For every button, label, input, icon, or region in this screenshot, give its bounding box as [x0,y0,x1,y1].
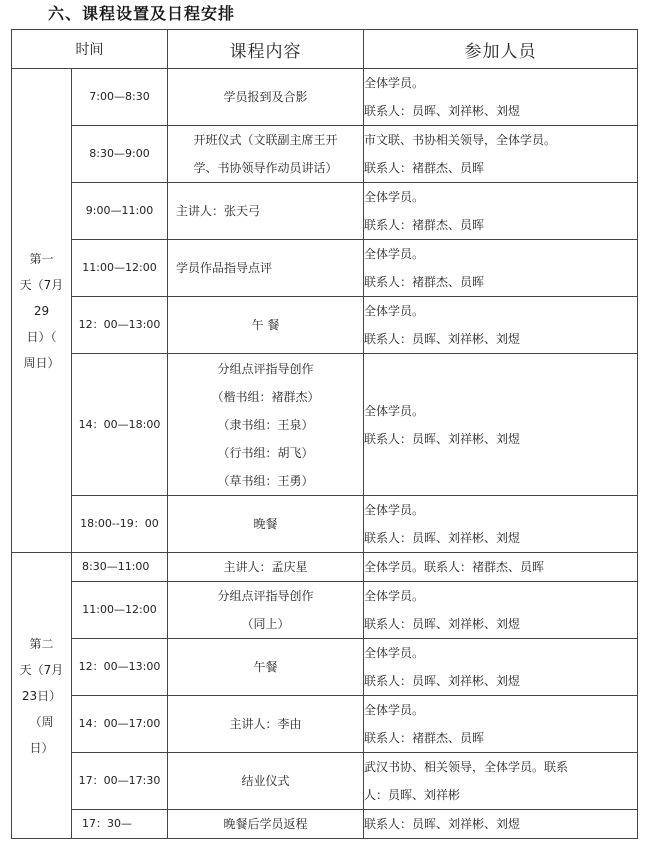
content-line: （楷书组：褚群杰） [211,389,320,404]
people-line: 全体学员。 [364,589,425,603]
time-cell: 14：00—17:00 [72,696,168,753]
people-line: 全体学员。 [364,646,425,660]
day-label [12,69,72,553]
schedule-row [12,354,638,496]
people-line: 联系人：员晖、刘祥彬、刘煜 [364,431,521,446]
header-time: 时间 [12,30,168,69]
content-cell [168,753,364,810]
schedule-row [12,69,638,126]
content-line: 主讲人：孟庆星 [223,560,308,574]
people-line: 联系人：褚群杰、员晖 [364,731,485,745]
people-line: 联系人：褚群杰、员晖 [364,275,485,289]
content-cell [168,354,364,496]
day-label-line: 第一 [29,251,54,266]
day-label-line: （周 [29,714,54,729]
content-cell [168,553,364,582]
content-cell [168,126,364,183]
people-line: 全体学员。 [364,403,425,418]
content-line: 主讲人：张天弓 [176,204,261,218]
people-cell [364,354,638,496]
people-line: 全体学员。 [364,703,425,717]
people-line: 联系人：员晖、刘祥彬、刘煜 [364,531,521,545]
schedule-row [12,810,638,839]
time-cell: 12：00—13:00 [72,297,168,354]
schedule-row [12,126,638,183]
people-line: 全体学员。联系人：褚群杰、员晖 [364,560,545,574]
schedule-row [12,582,638,639]
content-line: （同上） [241,617,290,631]
time-cell: 8:30—11:00 [72,553,168,582]
time-cell: 11:00—12:00 [72,582,168,639]
content-cell [168,810,364,839]
content-cell [168,496,364,553]
schedule-row [12,639,638,696]
content-line: 午 餐 [251,318,280,332]
content-cell [168,696,364,753]
time-cell: 9:00—11:00 [72,183,168,240]
people-line: 武汉书协、相关领导，全体学员。联系 [364,760,569,774]
people-line: 联系人：员晖、刘祥彬、刘煜 [364,674,521,688]
people-line: 联系人：员晖、刘祥彬、刘煜 [364,817,521,831]
people-cell [364,696,638,753]
day-label-line: 第二 [29,636,54,651]
schedule-row [12,183,638,240]
section-heading: 六、课程设置及日程安排 [48,4,236,23]
day-label-line: 日） [29,740,54,755]
people-cell [364,753,638,810]
time-cell: 11:00—12:00 [72,240,168,297]
people-cell [364,126,638,183]
content-line: 学、书协领导作动员讲话） [193,161,338,175]
schedule-table [11,29,638,839]
content-line: 主讲人：李由 [229,717,302,731]
people-line: 全体学员。 [364,76,425,90]
people-cell [364,553,638,582]
content-line: 学员报到及合影 [223,90,308,104]
schedule-row [12,496,638,553]
schedule-row [12,297,638,354]
schedule-row [12,753,638,810]
content-cell [168,639,364,696]
people-cell [364,297,638,354]
people-line: 全体学员。 [364,304,425,318]
people-cell [364,810,638,839]
people-line: 联系人：褚群杰、员晖 [364,218,485,232]
people-line: 人：员晖、刘祥彬 [364,788,461,802]
time-cell: 12：00—13:00 [72,639,168,696]
content-line: （行书组：胡飞） [217,445,314,460]
day-label-line: 23日） [21,688,62,703]
time-cell: 17：30— [72,810,168,839]
time-cell: 8:30—9:00 [72,126,168,183]
day-label-line: 天（7月 [19,277,64,292]
people-line: 全体学员。 [364,190,425,204]
content-line: 晚餐后学员返程 [223,817,308,831]
day-label-line: 周日） [23,355,60,370]
schedule-body [12,69,638,839]
people-line: 全体学员。 [364,247,425,261]
content-line: 结业仪式 [241,774,290,788]
header-row [12,30,638,69]
people-line: 联系人：员晖、刘祥彬、刘煜 [364,332,521,346]
content-line: 开班仪式（文联副主席王开 [193,133,338,147]
people-cell [364,69,638,126]
time-cell: 17：00—17:30 [72,753,168,810]
people-cell [364,582,638,639]
day-label-line: 日）（ [26,329,57,344]
people-line: 联系人：员晖、刘祥彬、刘煜 [364,104,521,118]
people-line: 联系人：褚群杰、员晖 [364,161,485,175]
content-cell [168,582,364,639]
people-cell [364,183,638,240]
content-line: 午餐 [253,660,278,674]
people-cell [364,240,638,297]
content-line: 学员作品指导点评 [176,261,273,275]
content-cell [168,297,364,354]
content-cell [168,183,364,240]
content-line: 分组点评指导创作 [217,361,314,376]
people-cell [364,639,638,696]
header-content: 课程内容 [168,30,364,69]
content-line: 晚餐 [253,517,278,531]
content-cell [168,240,364,297]
schedule-row [12,696,638,753]
content-line: （草书组：王勇） [217,473,314,488]
schedule-row [12,553,638,582]
time-cell: 7:00—8:30 [72,69,168,126]
people-line: 联系人：员晖、刘祥彬、刘煜 [364,617,521,631]
content-line: （隶书组：王泉） [217,417,314,432]
content-line: 分组点评指导创作 [217,589,314,603]
content-cell [168,69,364,126]
people-line: 全体学员。 [364,503,425,517]
schedule-row [12,240,638,297]
header-people: 参加人员 [364,30,638,69]
day-label-line: 天（7月 [19,662,64,677]
people-cell [364,496,638,553]
people-line: 市文联、书协相关领导，全体学员。 [364,133,557,147]
time-cell: 14：00—18:00 [72,354,168,496]
day-label-line: 29 [33,303,50,318]
time-cell: 18:00--19：00 [72,496,168,553]
day-label [12,553,72,839]
